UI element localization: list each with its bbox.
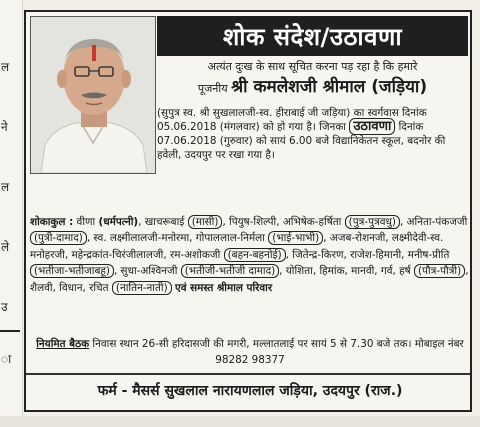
notice-title: शोक संदेश/उठावणा [157,16,468,56]
meeting-text: निवास स्थान 26-सी हरिदासजी की मगरी, मल्लातलाई पर सायं 5 से 7.30 बजे तक। [92,338,412,350]
relation-tag: (भाई-भाभी) [268,231,323,245]
relation-tag: (भतीजा-भतीजाबहू) [30,264,114,278]
relation-tag: (पुत्री-दामाद) [30,231,87,245]
mourner-names: , शैलवी, विधान, रचित [30,265,469,294]
edge-divider [0,330,20,332]
meeting-label: नियमित बैठक [36,338,90,350]
details-paragraph [157,106,468,162]
relation-tag: (पौत्र-पौत्री) [414,264,465,278]
deceased-name-line [157,76,468,100]
mourner-names: , पियुष-शिल्पी, अभिषेक-हर्षिता [222,216,342,228]
mourner-names: , जितेन्द्र-किरण, राजेश-हिमानी, मनीष-प्रीति [285,248,450,261]
uthavna-label: उठावणा [349,118,395,135]
death-text: का स्वर्गवास दिनांक 05.06.2018 (मंगलवार) को हो गया है। जिनका [157,107,427,133]
mourner-names: , सुधा-अश्विनजी [113,265,178,278]
mourner-names: , स्व. लक्ष्मीलालजी-मनोरमा, गोपाललाल-निर्मला [86,232,265,245]
mourner-names: , खाचरूबाई [138,216,185,228]
edge-text: ले [1,240,10,254]
mourner-names: वीणा [76,216,96,228]
edge-text: उ [1,300,8,314]
intro-line: अत्यंत दुःख के साथ सूचित करना पड़ रहा है कि हमारे [207,60,418,73]
relation-tag: (बहन-बहनोई) [224,248,286,262]
mobile-number: मोबाइल नंबर 98282 98377 [215,338,464,366]
mourners-label: शोकाकुल : [30,216,74,228]
mourner-names: , योशिता, हिमांक, मानवी, गर्व, हर्ष [279,265,411,278]
obituary-notice [24,10,472,412]
lineage-text: (सुपुत्र स्व. श्री सुखलालजी-स्व. हीराबाई जी जड़िया) [157,107,351,119]
adjacent-column-edge [0,0,23,427]
relation-tag: (पुत्र-पुत्रवधु) [345,215,400,229]
edge-text: ल [1,180,10,194]
relation-tag: (मासी) [188,215,223,229]
footer-divider [26,373,470,375]
mourners-list [30,214,470,296]
relation-tag: (धर्मपत्नी) [98,216,139,228]
firm-name: फर्म - मैसर्स सुखलाल नारायणलाल जड़िया, उदयपुर (राज.) [97,383,403,399]
meeting-info [30,336,470,368]
mourner-family: एवं समस्त श्रीमाल परिवार [174,281,273,294]
edge-text: ने [1,120,8,134]
mourner-names: , अजब-रोशनजी, लक्ष्मीदेवी-स्व. मनोहरजी, महेन्द्रकांत-चिरंजीलालजी, रम-अशोकजी [30,232,444,261]
edge-text: ा [1,352,12,366]
portrait-photo [30,16,156,174]
relation-tag: (नातिन-नाती) [112,281,172,295]
relation-tag: (भतीजी-भतीजी दामाद) [181,264,279,278]
honorific: पूजनीय [197,82,228,95]
deceased-name: श्री कमलेशजी श्रीमाल (जड़िया) [231,77,428,97]
page-bottom-band [0,416,480,427]
edge-text: ल [1,60,10,74]
mourner-names: , अनिता-पंकजजी [399,216,468,228]
uthavna-text: दिनांक 07.06.2018 (गुरुवार) को सायं 6.00 बजे विद्यानिकेतन स्कूल, बदनोर की हवेली, उदयपुर पर रखा गया है। [157,121,446,161]
